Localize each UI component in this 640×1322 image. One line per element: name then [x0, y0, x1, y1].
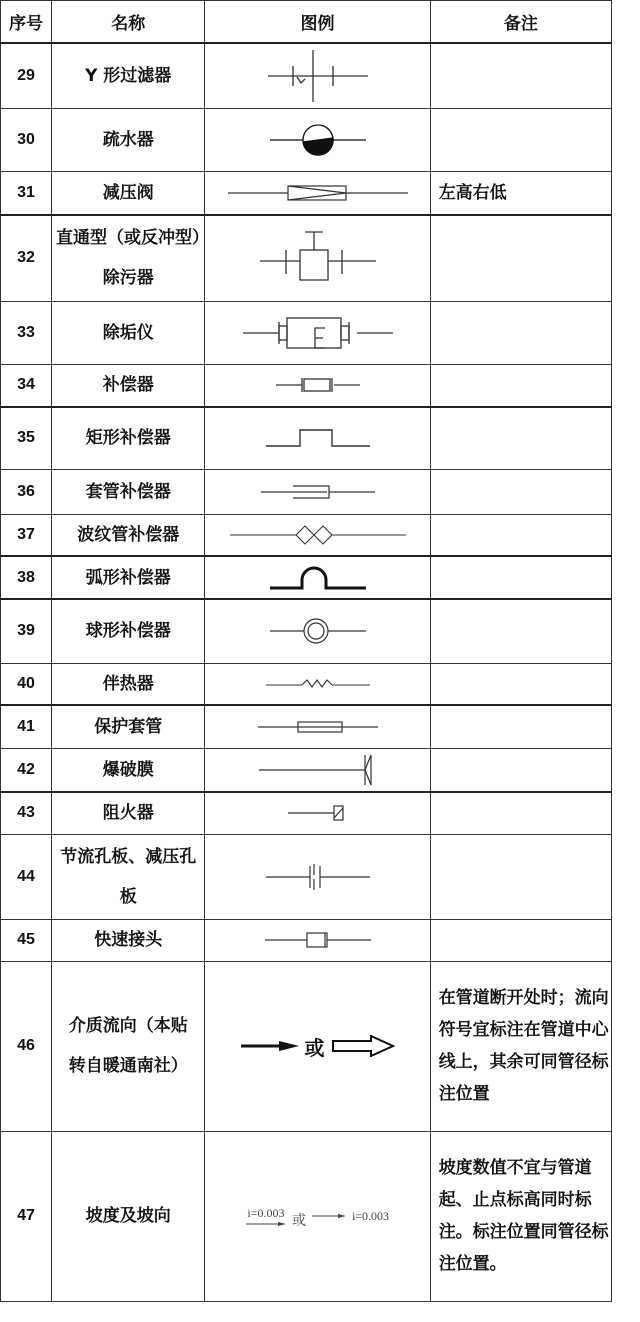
heat-tracer-icon	[266, 676, 370, 692]
table-row	[1, 108, 612, 171]
row-name: 快速接头	[52, 919, 205, 961]
arrow-icon	[246, 1221, 286, 1227]
row-name: 矩形补偿器	[52, 407, 205, 469]
row-name: 坡度及坡向	[52, 1131, 205, 1301]
row-note	[430, 301, 611, 364]
hollow-arrow-icon	[331, 1035, 395, 1057]
row-note	[430, 556, 611, 599]
table-row	[1, 919, 612, 961]
table-row	[1, 1131, 612, 1301]
row-note: 坡度数值不宜与管道起、止点标高同时标注。标注位置同管径标注位置。	[430, 1131, 611, 1301]
table-row	[1, 364, 612, 407]
table-row	[1, 215, 612, 301]
row-symbol	[205, 301, 430, 364]
arrow-line-icon	[241, 1039, 299, 1053]
row-symbol	[205, 407, 430, 469]
or-label: 或	[304, 1035, 325, 1060]
row-note	[430, 469, 611, 514]
row-symbol	[205, 792, 430, 834]
row-symbol	[205, 834, 430, 919]
row-name: 套管补偿器	[52, 469, 205, 514]
row-symbol	[205, 171, 430, 215]
row-symbol	[205, 556, 430, 599]
table-row	[1, 834, 612, 919]
pressure-reducing-valve-icon	[228, 183, 408, 203]
row-name: Y 形过滤器	[52, 43, 205, 108]
row-name: 波纹管补偿器	[52, 514, 205, 556]
row-no: 39	[1, 599, 52, 663]
row-name: 节流孔板、减压孔板	[52, 834, 205, 919]
header-name: 名称	[52, 1, 205, 44]
row-name: 阻火器	[52, 792, 205, 834]
table-row	[1, 171, 612, 215]
table-row	[1, 792, 612, 834]
row-note: 左高右低	[430, 171, 611, 215]
row-name: 除垢仪	[52, 301, 205, 364]
steam-trap-icon	[268, 120, 368, 160]
table-header-row	[1, 1, 612, 44]
row-name: 疏水器	[52, 108, 205, 171]
dirt-separator-icon	[258, 228, 378, 288]
row-name: 爆破膜	[52, 748, 205, 792]
descaler-icon	[243, 316, 393, 350]
arrow-icon	[312, 1213, 346, 1219]
row-no: 33	[1, 301, 52, 364]
header-note: 备注	[430, 1, 611, 44]
row-no: 40	[1, 663, 52, 705]
row-symbol	[205, 919, 430, 961]
row-no: 41	[1, 705, 52, 748]
row-symbol	[205, 108, 430, 171]
row-note	[430, 215, 611, 301]
row-no: 30	[1, 108, 52, 171]
protective-sleeve-icon	[258, 719, 378, 735]
slope-label: i=0.003	[351, 1208, 390, 1223]
row-note	[430, 599, 611, 663]
row-symbol	[205, 748, 430, 792]
row-note	[430, 705, 611, 748]
table-row	[1, 748, 612, 792]
row-symbol	[205, 215, 430, 301]
row-symbol	[205, 364, 430, 407]
row-no: 44	[1, 834, 52, 919]
row-no: 32	[1, 215, 52, 301]
row-no: 47	[1, 1131, 52, 1301]
slope-icon	[205, 1202, 429, 1230]
or-label: 或	[291, 1214, 306, 1229]
row-note	[430, 43, 611, 108]
row-no: 46	[1, 961, 52, 1131]
row-name: 弧形补偿器	[52, 556, 205, 599]
row-name: 减压阀	[52, 171, 205, 215]
row-note	[430, 407, 611, 469]
table-row	[1, 556, 612, 599]
row-name: 直通型（或反冲型）除污器	[52, 215, 205, 301]
row-no: 36	[1, 469, 52, 514]
row-symbol	[205, 469, 430, 514]
row-note: 在管道断开处时；流向符号宜标注在管道中心线上，其余可同管径标注位置	[430, 961, 611, 1131]
row-note	[430, 834, 611, 919]
row-note	[430, 663, 611, 705]
slope-label: i=0.003	[247, 1205, 285, 1220]
row-name: 保护套管	[52, 705, 205, 748]
row-symbol	[205, 961, 430, 1131]
rectangular-compensator-icon	[266, 426, 370, 450]
row-symbol	[205, 1131, 430, 1301]
row-note	[430, 364, 611, 407]
sleeve-compensator-icon	[261, 482, 375, 502]
row-no: 37	[1, 514, 52, 556]
row-no: 29	[1, 43, 52, 108]
row-no: 31	[1, 171, 52, 215]
flame-arrester-icon	[288, 803, 348, 823]
row-symbol	[205, 663, 430, 705]
table-row	[1, 43, 612, 108]
quick-coupling-icon	[265, 930, 371, 950]
row-no: 35	[1, 407, 52, 469]
table-row	[1, 663, 612, 705]
row-note	[430, 514, 611, 556]
row-name: 伴热器	[52, 663, 205, 705]
row-symbol	[205, 705, 430, 748]
arc-compensator-icon	[270, 564, 366, 592]
bellows-compensator-icon	[230, 523, 406, 547]
y-strainer-icon	[258, 46, 378, 106]
row-name: 球形补偿器	[52, 599, 205, 663]
row-symbol	[205, 599, 430, 663]
table-row	[1, 301, 612, 364]
row-no: 43	[1, 792, 52, 834]
row-note	[430, 108, 611, 171]
table-row	[1, 599, 612, 663]
row-symbol	[205, 514, 430, 556]
row-no: 45	[1, 919, 52, 961]
header-symbol: 图例	[205, 1, 430, 44]
ball-compensator-icon	[270, 616, 366, 646]
row-no: 42	[1, 748, 52, 792]
row-note	[430, 792, 611, 834]
row-no: 34	[1, 364, 52, 407]
row-symbol	[205, 43, 430, 108]
row-name: 介质流向（本贴转自暖通南社）	[52, 961, 205, 1131]
rupture-disc-icon	[259, 753, 377, 787]
table-row	[1, 514, 612, 556]
orifice-plate-icon	[266, 862, 370, 892]
row-no: 38	[1, 556, 52, 599]
row-name: 补偿器	[52, 364, 205, 407]
row-note	[430, 748, 611, 792]
compensator-icon	[276, 375, 360, 395]
table-row	[1, 469, 612, 514]
table-row	[1, 407, 612, 469]
table-row	[1, 705, 612, 748]
row-note	[430, 919, 611, 961]
header-no: 序号	[1, 1, 52, 44]
table-row	[1, 961, 612, 1131]
